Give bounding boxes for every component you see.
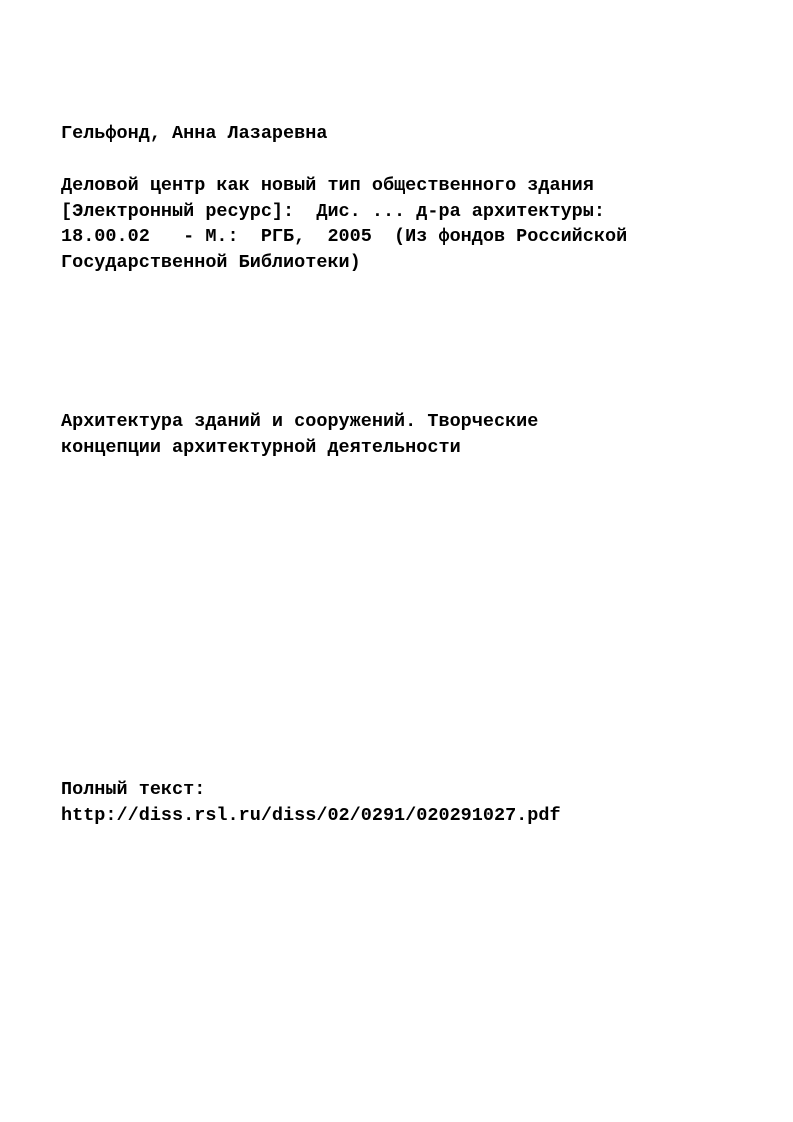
subject-line-1: Архитектура зданий и сооружений. Творческие [61, 411, 539, 432]
full-text-url: http://diss.rsl.ru/diss/02/0291/020291027.pdf [61, 804, 561, 826]
subject-line-2: концепции архитектурной деятельности [61, 436, 461, 458]
title-line-4: Государственной Библиотеки) [61, 251, 361, 273]
title-line-2: [Электронный ресурс]: Дис. ... д-ра архитектуры: [61, 200, 605, 222]
title-line-3: 18.00.02 - М.: РГБ, 2005 (Из фондов Российской [61, 226, 628, 247]
author-line: Гельфонд, Анна Лазаревна [61, 123, 328, 144]
subject-headings [61, 409, 761, 460]
full-text-section [61, 777, 761, 828]
title-line-1: Деловой центр как новый тип общественного здания [61, 175, 594, 196]
full-text-label: Полный текст: [61, 779, 206, 800]
bibliographic-description [61, 173, 761, 275]
author-name [61, 121, 761, 147]
